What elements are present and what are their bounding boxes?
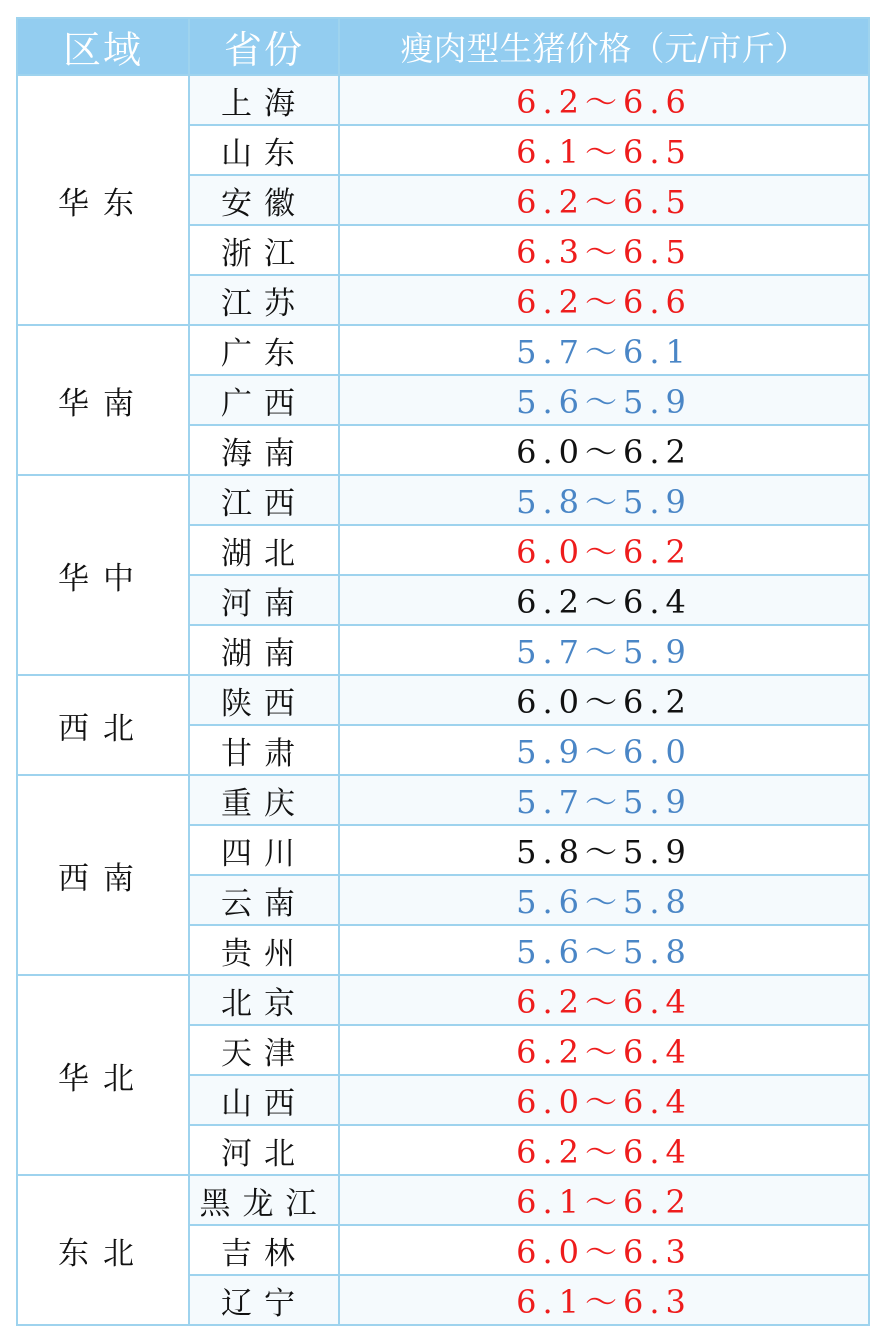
region-cell: 华中 [17, 475, 189, 675]
price-cell: 6.2～6.5 [339, 175, 869, 225]
province-cell: 浙江 [189, 225, 339, 275]
price-cell: 5.6～5.8 [339, 875, 869, 925]
price-cell: 6.2～6.4 [339, 1025, 869, 1075]
price-cell: 6.0～6.2 [339, 675, 869, 725]
price-header: 瘦肉型生猪价格（元/市斤） [339, 18, 869, 75]
price-cell: 6.0～6.3 [339, 1225, 869, 1275]
province-cell: 河北 [189, 1125, 339, 1175]
province-cell: 吉林 [189, 1225, 339, 1275]
price-cell: 5.8～5.9 [339, 825, 869, 875]
price-cell: 5.7～6.1 [339, 325, 869, 375]
region-cell: 华东 [17, 75, 189, 325]
province-cell: 海南 [189, 425, 339, 475]
price-cell: 5.6～5.8 [339, 925, 869, 975]
province-cell: 湖北 [189, 525, 339, 575]
price-cell: 6.1～6.5 [339, 125, 869, 175]
province-cell: 山东 [189, 125, 339, 175]
region-cell: 西南 [17, 775, 189, 975]
pig-price-table [16, 17, 870, 1326]
price-cell: 6.2～6.6 [339, 75, 869, 125]
table-row [17, 1175, 869, 1225]
province-cell: 江西 [189, 475, 339, 525]
province-cell: 广西 [189, 375, 339, 425]
province-cell: 上海 [189, 75, 339, 125]
province-cell: 北京 [189, 975, 339, 1025]
price-cell: 6.0～6.2 [339, 525, 869, 575]
region-header: 区域 [17, 18, 189, 75]
price-cell: 6.3～6.5 [339, 225, 869, 275]
price-cell: 5.7～5.9 [339, 625, 869, 675]
region-cell: 华北 [17, 975, 189, 1175]
table-row [17, 675, 869, 725]
header-row [17, 18, 869, 75]
price-cell: 6.2～6.4 [339, 975, 869, 1025]
province-cell: 黑龙江 [189, 1175, 339, 1225]
price-cell: 6.2～6.4 [339, 1125, 869, 1175]
table-row [17, 325, 869, 375]
price-cell: 6.1～6.2 [339, 1175, 869, 1225]
province-cell: 湖南 [189, 625, 339, 675]
province-cell: 安徽 [189, 175, 339, 225]
province-cell: 山西 [189, 1075, 339, 1125]
province-cell: 贵州 [189, 925, 339, 975]
price-cell: 6.2～6.4 [339, 575, 869, 625]
province-header: 省份 [189, 18, 339, 75]
province-cell: 四川 [189, 825, 339, 875]
province-cell: 重庆 [189, 775, 339, 825]
region-cell: 华南 [17, 325, 189, 475]
region-cell: 东北 [17, 1175, 189, 1325]
price-cell: 5.6～5.9 [339, 375, 869, 425]
region-cell: 西北 [17, 675, 189, 775]
price-cell: 5.7～5.9 [339, 775, 869, 825]
price-cell: 6.0～6.4 [339, 1075, 869, 1125]
table-row [17, 75, 869, 125]
province-cell: 云南 [189, 875, 339, 925]
province-cell: 辽宁 [189, 1275, 339, 1325]
table-body [17, 75, 869, 1325]
price-cell: 5.9～6.0 [339, 725, 869, 775]
province-cell: 天津 [189, 1025, 339, 1075]
province-cell: 江苏 [189, 275, 339, 325]
table-row [17, 775, 869, 825]
price-cell: 6.1～6.3 [339, 1275, 869, 1325]
price-cell: 5.8～5.9 [339, 475, 869, 525]
price-cell: 6.0～6.2 [339, 425, 869, 475]
province-cell: 甘肃 [189, 725, 339, 775]
table-row [17, 975, 869, 1025]
province-cell: 广东 [189, 325, 339, 375]
table-row [17, 475, 869, 525]
province-cell: 河南 [189, 575, 339, 625]
price-cell: 6.2～6.6 [339, 275, 869, 325]
province-cell: 陕西 [189, 675, 339, 725]
